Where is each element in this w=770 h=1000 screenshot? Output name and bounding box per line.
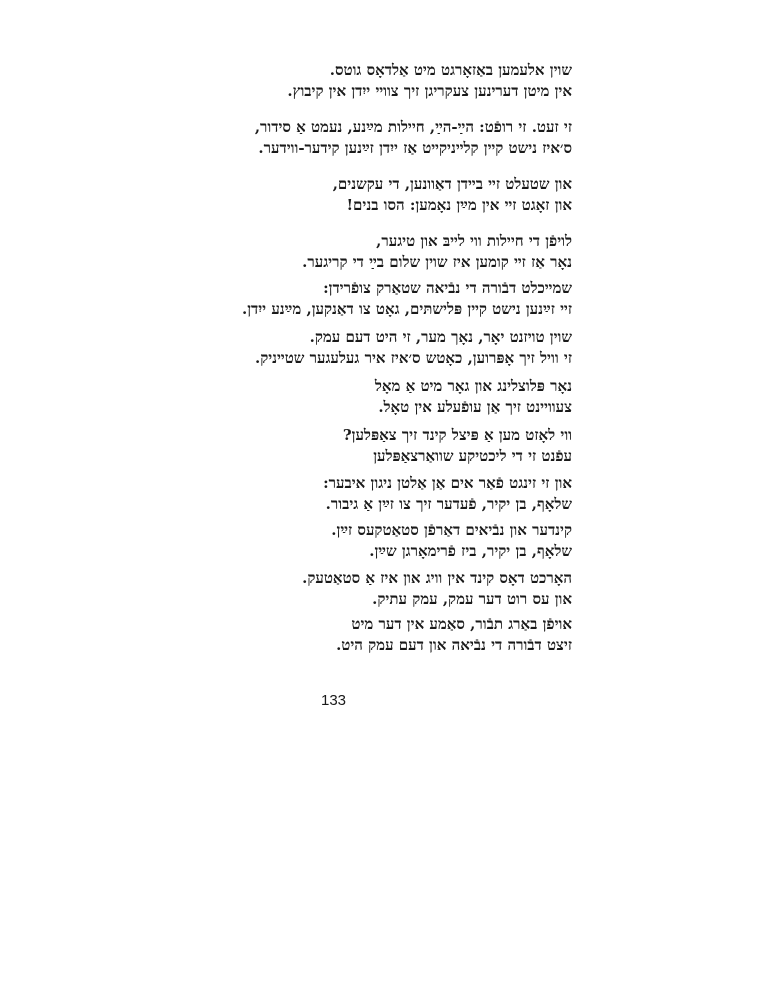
verse-line: שלאָף, בן יקיר, ביז פֿרימאָרגן שײַן. [369,542,572,560]
verse-line: זי וויל זיך אָפּרוען, כאָטש ס׳איז איר געלעגער שטײניק. [254,349,572,367]
page-number: 133 [321,692,347,709]
verse-line: לויפֿן די חיילות ווי לײבּ און טיגער, [376,232,572,250]
stanza-9 [323,473,572,515]
verse-line: ס׳איז נישט קײן קלײניקײט אַז ייִדן זײַנען קידער-ווידער. [258,139,572,157]
verse-line: האָרכט דאָס קינד אין וויג און איז אַ סטאַטעק. [302,569,572,587]
stanza-10 [331,520,572,562]
stanza-11 [302,568,572,610]
verse-line: נאָר אַז זײ קומען איז שוין שלום בײַ די קריגער. [302,253,572,271]
verse-line: שלאָף, בן יקיר, פֿעדער זיך צו זײַן אַ גיבור. [325,495,572,513]
verse-line: נאָר פּלוצלינג און גאָר מיט אַ מאָל [374,377,572,395]
verse-line: זײ זײַנען נישט קײן פּלישתּים, גאָט צו דאַנקען, מײַנע ייִדן. [241,300,572,318]
stanza-7 [375,376,572,418]
stanza-3 [333,174,572,216]
verse-line: אין מיטן דערינען צעקריגן זיך צווײ ייִדן אין קיבוץ. [287,82,572,100]
stanza-1 [287,60,572,102]
verse-line: ווי לאָזט מען אַ פּיצל קינד זיך צאַפּלען? [342,426,572,444]
verse-line: זי זעט. זי רופֿט: הײַ-הײַ, חיילות מײַנע, נעמט אַ סידור, [254,118,572,136]
verse-line: אויפֿן באַרג תבֿור, סאַמע אין דער מיט [351,615,572,633]
verse-line: קינדער און נבֿיאים דאַרפֿן סטאַטקעס זײַן. [331,521,572,539]
verse-line: שוין אלעמען באַזאָרגט מיט אַלדאָס גוטס. [329,61,572,79]
stanza-6 [255,327,572,369]
stanza-8 [343,425,572,467]
stanza-2 [255,117,572,159]
verse-line: און זי זינגט פֿאַר אים אַן אַלטן ניגון איבער: [323,474,572,492]
verse-line: און עס רוט דער עמק, עמק עתיק. [372,590,572,608]
verse-line: עפֿנט זי די ליכטיקע שוואַרצאַפּלען [373,447,572,465]
verse-line: שוין טויזנט יאָר, נאָך מער, זי היט דעם עמק. [309,328,572,346]
stanza-4 [302,231,572,273]
verse-line: און זאָגט זײ אין מײַן נאָמען: הסו בנים! [346,196,572,214]
verse-line: שמײכלט דבֿורה די נבֿיאה שטאַרק צופֿרידן: [323,279,572,297]
verse-line: און שטעלט זײ בײדן דאַוונען, די עקשנים, [332,175,572,193]
stanza-5 [242,278,572,320]
stanza-12 [336,614,572,656]
verse-line: צעוויינט זיך אַן עופֿעלע אין טאָל. [378,398,572,416]
verse-line: זיצט דבֿורה די נבֿיאה און דעם עמק היט. [336,636,572,654]
